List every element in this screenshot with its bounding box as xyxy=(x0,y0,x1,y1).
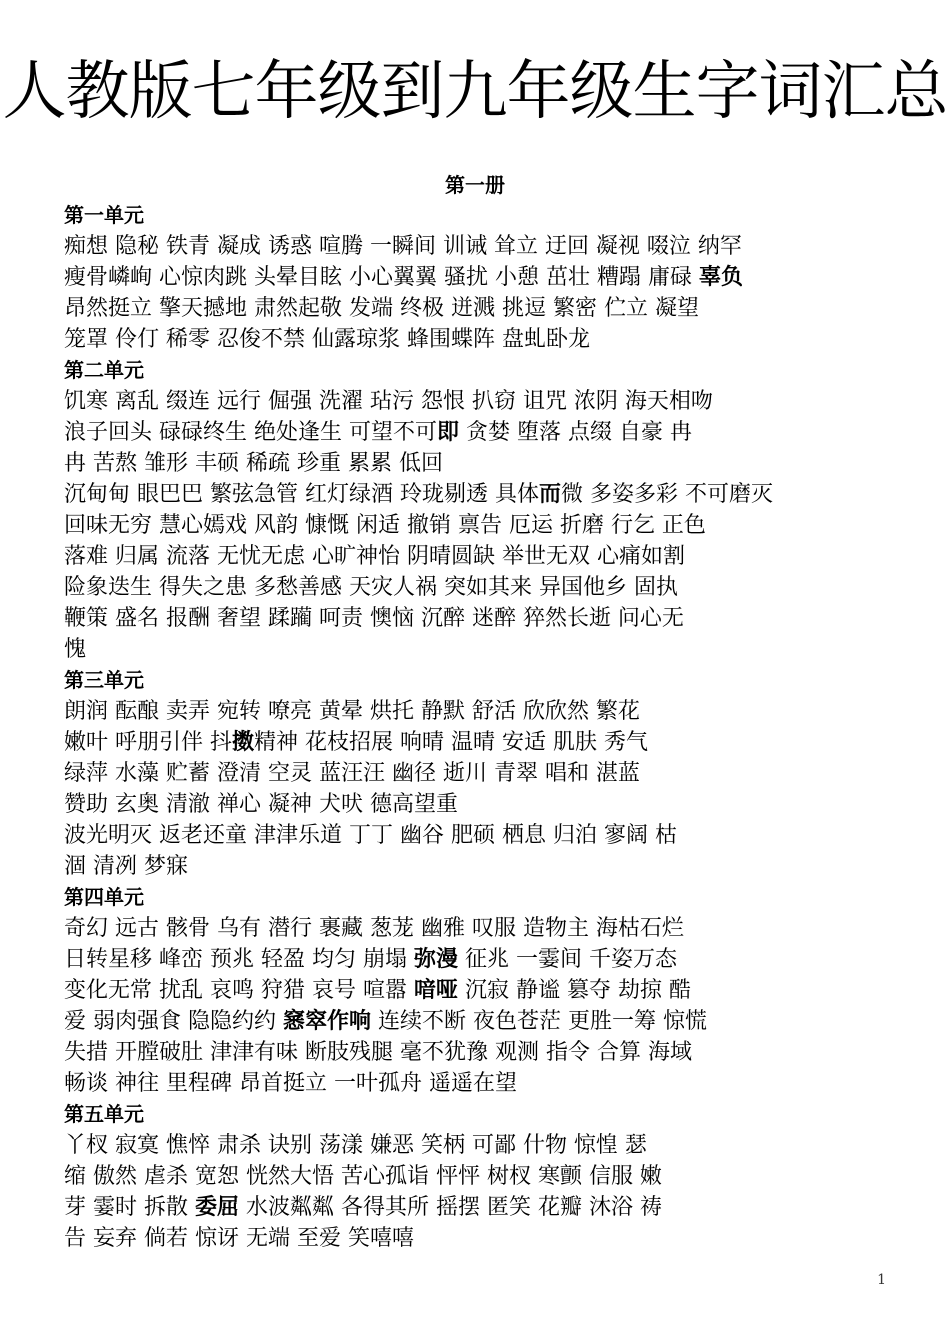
unit-heading: 第四单元 xyxy=(64,885,144,909)
bold-word: 弥漫 xyxy=(413,947,458,972)
word-line xyxy=(64,417,886,448)
word-line xyxy=(64,789,886,820)
bold-word: 而 xyxy=(538,482,561,507)
word-run: 冉 苦熬 雏形 丰硕 稀疏 珍重 累累 低回 xyxy=(64,451,443,476)
word-run: 回味无穷 慧心嫣戏 风韵 慷慨 闲适 撤销 禀告 厄运 折磨 行乞 正色 xyxy=(64,513,706,538)
word-run: 瘦骨嶙峋 心惊肉跳 头晕目眩 小心翼翼 骚扰 小憩 茁壮 糟蹋 庸碌 xyxy=(64,265,699,290)
unit-heading: 第三单元 xyxy=(64,668,144,692)
word-line xyxy=(64,386,886,417)
word-run: 畅谈 神往 里程碑 昂首挺立 一叶孤舟 遥遥在望 xyxy=(64,1071,517,1096)
word-run: 朗润 酝酿 卖弄 宛转 嘹亮 黄晕 烘托 静默 舒活 欣欣然 繁花 xyxy=(64,699,640,724)
word-line xyxy=(64,262,886,293)
word-run: 变化无常 扰乱 哀鸣 狩猎 哀号 喧嚣 xyxy=(64,978,414,1003)
word-line xyxy=(64,820,886,851)
word-run: 涸 清冽 梦寐 xyxy=(64,854,188,879)
word-run: 日转星移 峰峦 预兆 轻盈 均匀 崩塌 xyxy=(64,947,414,972)
word-run: 落难 归属 流落 无忧无虑 心旷神怡 阴晴圆缺 举世无双 心痛如割 xyxy=(64,544,685,569)
word-line xyxy=(64,1223,886,1254)
word-line xyxy=(64,634,886,665)
word-line xyxy=(64,541,886,572)
bold-word: 喑哑 xyxy=(413,978,458,1003)
word-run: 赞助 玄奥 清澈 禅心 凝神 犬吠 德高望重 xyxy=(64,792,458,817)
word-run: 失措 开膛破肚 津津有味 断肢残腿 毫不犹豫 观测 指令 合算 海域 xyxy=(64,1040,692,1065)
word-line xyxy=(64,1068,886,1099)
word-line xyxy=(64,1037,886,1068)
word-run: 痴想 隐秘 铁青 凝成 诱惑 喧腾 一瞬间 训诫 耸立 迂回 凝视 啜泣 纳罕 xyxy=(64,234,742,259)
word-run: 水波粼粼 各得其所 摇摆 匿笑 花瓣 沐浴 祷 xyxy=(239,1195,662,1220)
word-run: 嫩叶 呼朋引伴 抖 xyxy=(64,730,232,755)
word-run: 沉甸甸 眼巴巴 繁弦急管 红灯绿酒 玲珑剔透 具体 xyxy=(64,482,539,507)
bold-word: 即 xyxy=(436,420,459,445)
word-run: 绿萍 水藻 贮蓄 澄清 空灵 蓝汪汪 幽径 逝川 青翠 唱和 湛蓝 xyxy=(64,761,640,786)
unit-heading: 第一单元 xyxy=(64,203,144,227)
word-run: 饥寒 离乱 缀连 远行 倔强 洗濯 玷污 怨恨 扒窃 诅咒 浓阴 海天相吻 xyxy=(64,389,713,414)
word-run: 昂然挺立 擎天撼地 肃然起敬 发端 终极 迸溅 挑逗 繁密 伫立 凝望 xyxy=(64,296,699,321)
unit-heading: 第五单元 xyxy=(64,1102,144,1126)
page-number: 1 xyxy=(877,1272,886,1288)
word-line xyxy=(64,1006,886,1037)
word-run: 奇幻 远古 骸骨 乌有 潜行 裹藏 葱茏 幽雅 叹服 造物主 海枯石烂 xyxy=(64,916,684,941)
word-line xyxy=(64,510,886,541)
bold-word: 擞 xyxy=(232,730,255,755)
word-line xyxy=(64,324,886,355)
word-run: 笼罩 伶仃 稀零 忍俊不禁 仙露琼浆 蜂围蝶阵 盘虬卧龙 xyxy=(64,327,590,352)
book-title: 第一册 xyxy=(445,173,505,197)
word-line xyxy=(64,1192,886,1223)
word-line xyxy=(64,231,886,262)
word-line xyxy=(64,1130,886,1161)
word-run: 浪子回头 碌碌终生 绝处逢生 可望不可 xyxy=(64,420,437,445)
word-line xyxy=(64,851,886,882)
word-line xyxy=(64,1161,886,1192)
word-line xyxy=(64,603,886,634)
word-line xyxy=(64,696,886,727)
word-run: 沉寂 静谧 篡夺 劫掠 酷 xyxy=(457,978,691,1003)
word-line xyxy=(64,758,886,789)
word-run: 波光明灭 返老还童 津津乐道 丁丁 幽谷 肥硕 栖息 归泊 寥阔 枯 xyxy=(64,823,677,848)
word-run: 缩 傲然 虐杀 宽恕 恍然大悟 苦心孤诣 怦怦 树杈 寒颤 信服 嫩 xyxy=(64,1164,662,1189)
bold-word: 辜负 xyxy=(698,265,743,290)
bold-word: 委屈 xyxy=(194,1195,239,1220)
vocabulary-list xyxy=(64,200,886,1254)
page-title: 人教版七年级到九年级生字词汇总 xyxy=(2,55,948,129)
word-run: 告 妄弃 倘若 惊讶 无端 至爱 笑嘻嘻 xyxy=(64,1226,414,1251)
bold-word: 窸窣作响 xyxy=(282,1009,371,1034)
word-line xyxy=(64,913,886,944)
word-run: 芽 霎时 拆散 xyxy=(64,1195,195,1220)
word-line xyxy=(64,293,886,324)
unit-heading: 第二单元 xyxy=(64,358,144,382)
word-run: 微 多姿多彩 不可磨灭 xyxy=(560,482,773,507)
word-run: 鞭策 盛名 报酬 奢望 蹂躏 呵责 懊恼 沉醉 迷醉 猝然长逝 问心无 xyxy=(64,606,684,631)
word-line xyxy=(64,572,886,603)
word-line xyxy=(64,727,886,758)
word-line xyxy=(64,975,886,1006)
word-run: 丫杈 寂寞 憔悴 肃杀 诀别 荡漾 嫌恶 笑柄 可鄙 什物 惊惶 瑟 xyxy=(64,1133,647,1158)
word-run: 连续不断 夜色苍茫 更胜一筹 惊慌 xyxy=(371,1009,707,1034)
word-run: 贪婪 堕落 点缀 自豪 冉 xyxy=(459,420,692,445)
word-line xyxy=(64,448,886,479)
word-run: 征兆 一霎间 千姿万态 xyxy=(457,947,677,972)
word-run: 险象迭生 得失之患 多愁善感 天灾人祸 突如其来 异国他乡 固执 xyxy=(64,575,678,600)
word-line xyxy=(64,944,886,975)
word-run: 精神 花枝招展 响晴 温晴 安适 肌肤 秀气 xyxy=(254,730,648,755)
word-run: 愧 xyxy=(64,637,87,662)
word-run: 爱 弱肉强食 隐隐约约 xyxy=(64,1009,283,1034)
word-line xyxy=(64,479,886,510)
